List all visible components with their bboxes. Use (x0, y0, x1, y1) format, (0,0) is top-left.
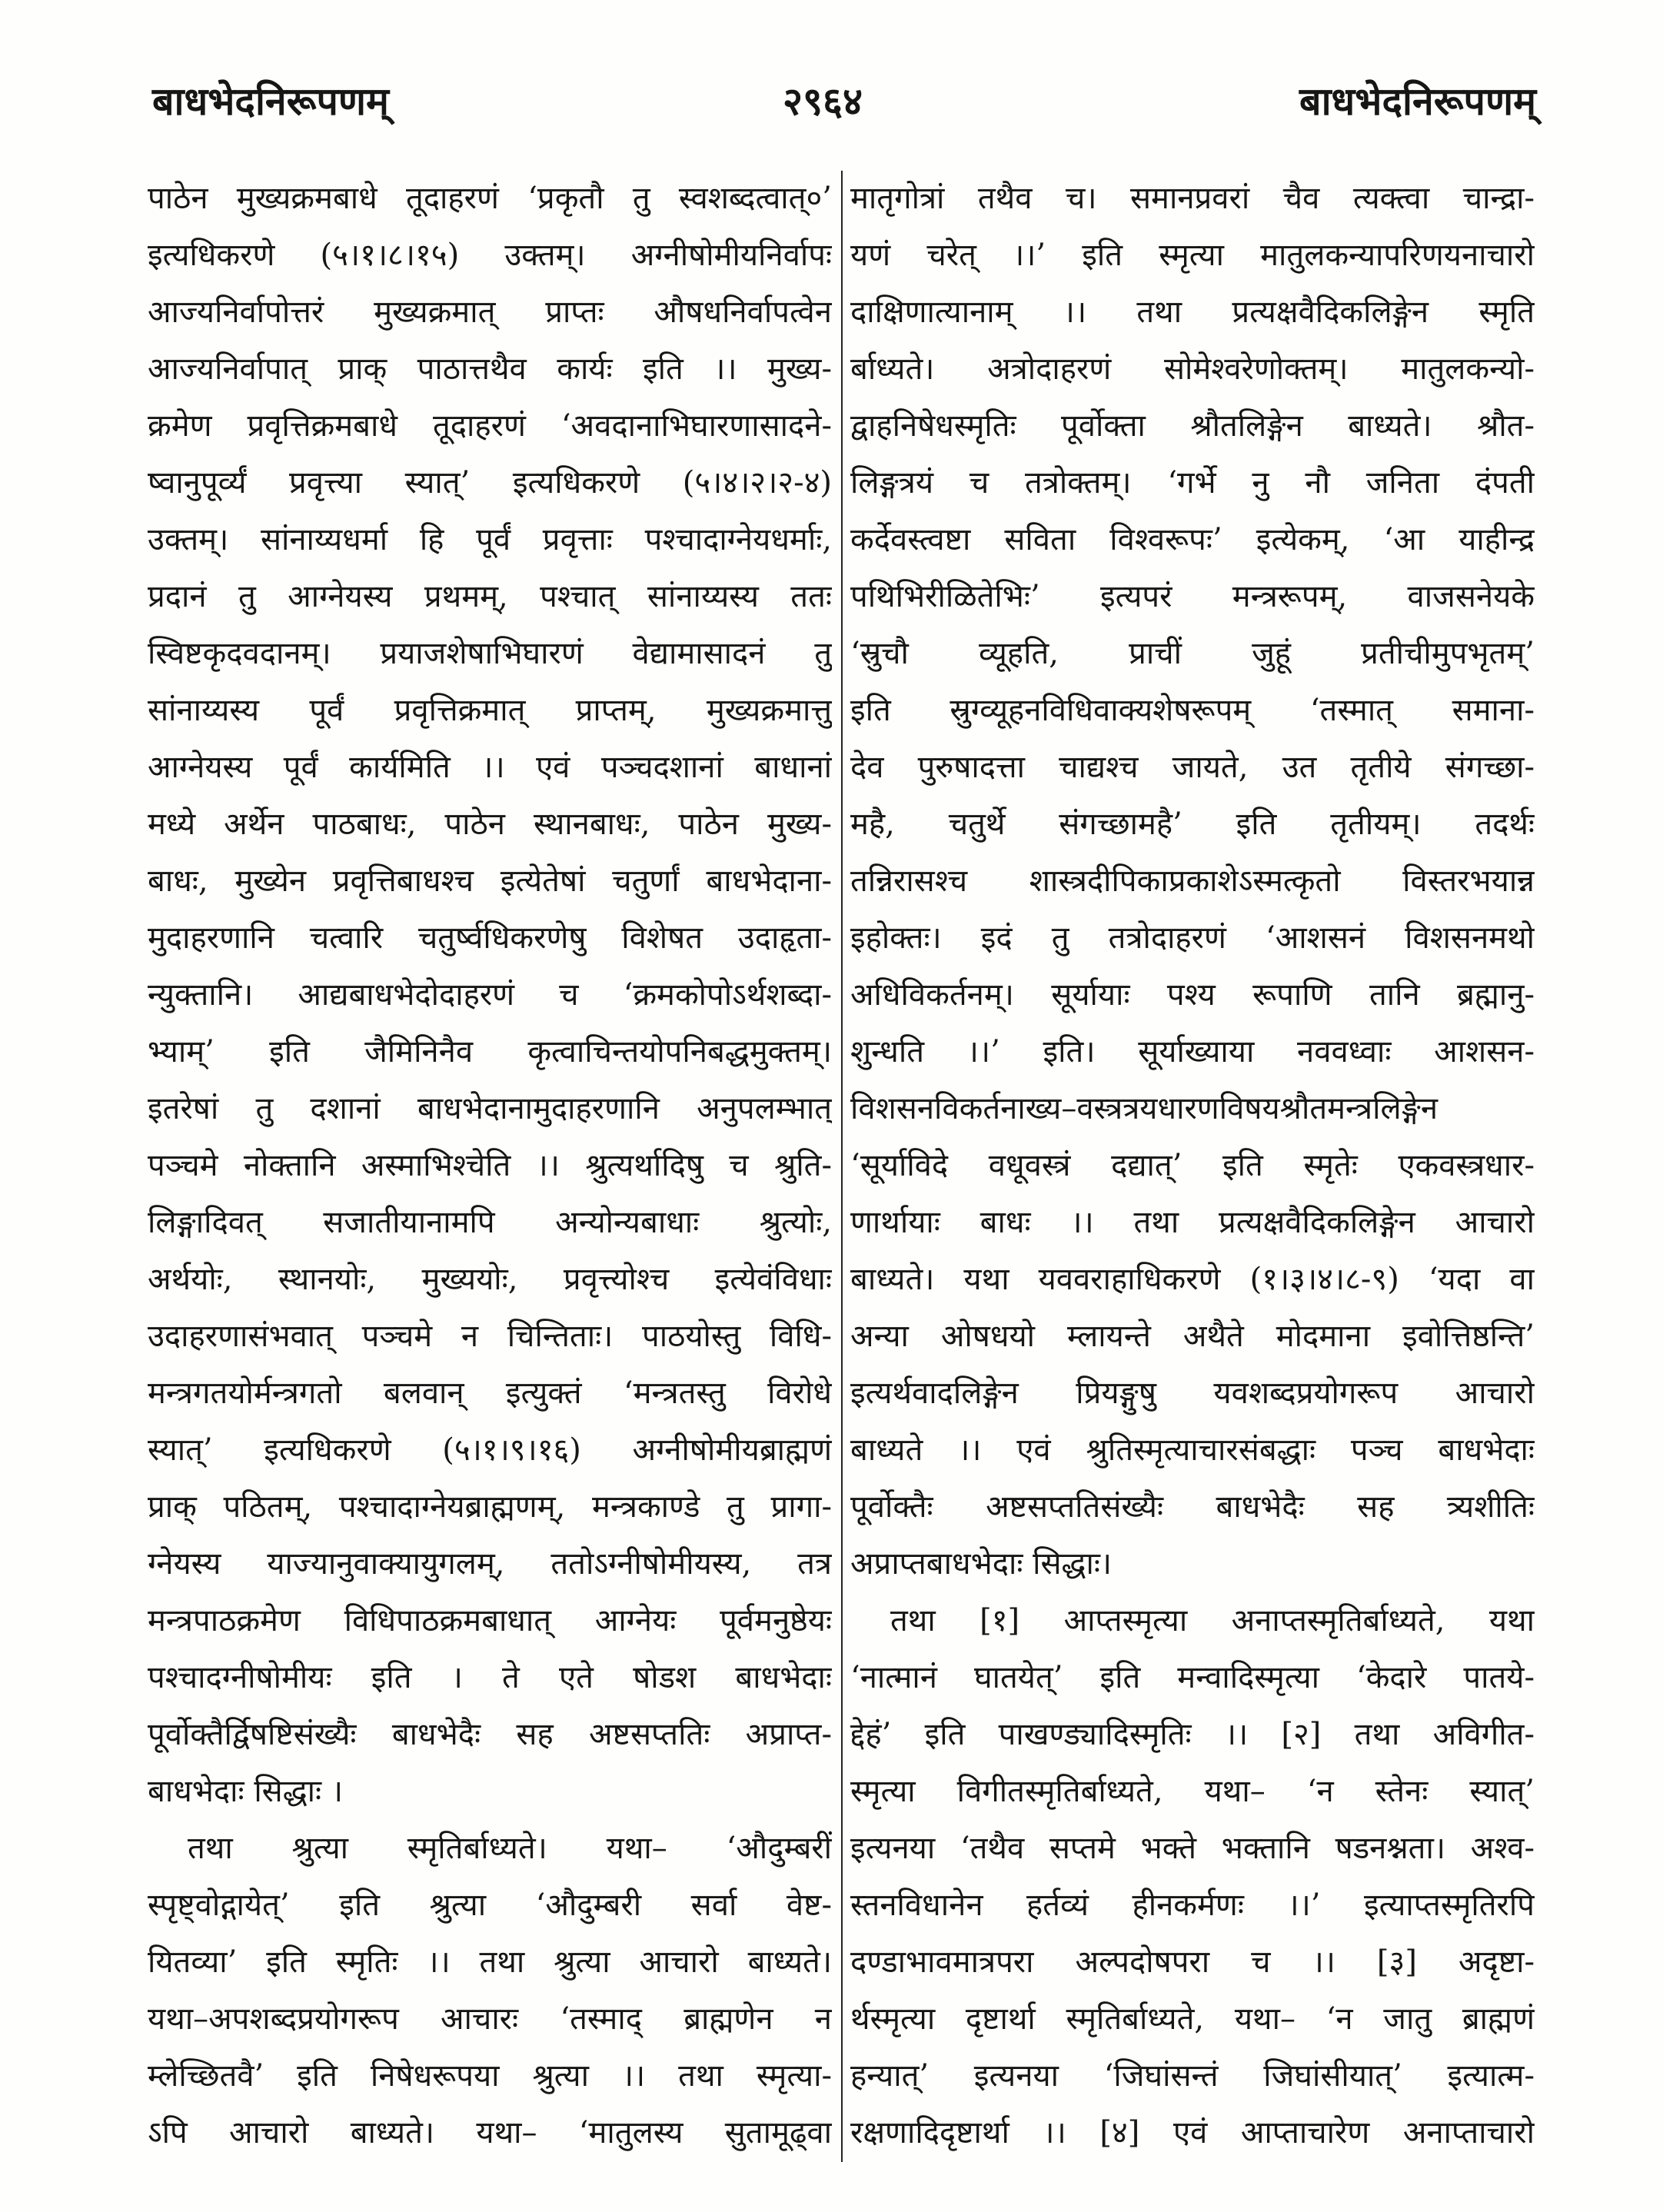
right-column-line: देव पुरुषादत्ता चाद्यश्च जायते, उत तृतीये संगच्छा- (850, 750, 1535, 785)
right-column-line: ‘सूर्याविदे वधूवस्त्रं दद्यात्’ इति स्मृतेः एकवस्त्रधार- (850, 1148, 1535, 1183)
right-column-line: अधिविकर्तनम्। सूर्यायाः पश्य रूपाणि तानि ब्रह्मानु- (850, 977, 1535, 1013)
right-column-line: लिङ्गत्रयं च तत्रोक्तम्। ‘गर्भे नु नौ जनिता दंपती (850, 465, 1535, 501)
left-column-line: लिङ्गादिवत् सजातीयानामपि अन्योन्यबाधाः श्रुत्योः, (148, 1205, 832, 1240)
left-column (148, 170, 832, 2161)
right-column-line: बाध्यते ।। एवं श्रुतिस्मृत्याचारसंबद्धाः पञ्च बाधभेदाः (850, 1432, 1535, 1468)
left-column-line: बाधः, मुख्येन प्रवृत्तिबाधश्च इत्येतेषां चतुर्णां बाधभेदाना- (148, 863, 832, 899)
running-head-right: बाधभेदनिरूपणम् (1299, 78, 1536, 124)
left-column-line: तथा श्रुत्या स्मृतिर्बाध्यते। यथा– ‘औदुम्बरीं (188, 1831, 832, 1866)
right-column-line: ‘स्रुचौ व्यूहति, प्राचीं जुहूं प्रतीचीमुपभृतम्’ (850, 636, 1535, 671)
right-column-line: र्थस्मृत्या दृष्टार्था स्मृतिर्बाध्यते, यथा– ‘न जातु ब्राह्मणं (850, 2001, 1535, 2037)
left-column-line: अर्थयोः, स्थानयोः, मुख्ययोः, प्रवृत्त्योश्च इत्येवंविधाः (148, 1262, 832, 1297)
running-head-left: बाधभेदनिरूपणम् (152, 78, 389, 124)
right-column-line: महै, चतुर्थे संगच्छामहै’ इति तृतीयम्। तदर्थः (850, 807, 1535, 842)
right-column-line: अन्या ओषधयो म्लायन्ते अथैते मोदमाना इवोत्तिष्ठन्ति’ (850, 1319, 1535, 1354)
right-column-line: शुन्धति ।।’ इति। सूर्याख्याया नववध्वाः आशसन- (850, 1034, 1535, 1069)
left-column-line: पाठेन मुख्यक्रमबाधे तूदाहरणं ‘प्रकृतौ तु स्वशब्दत्वात्०’ (148, 181, 832, 216)
right-column-line: हन्यात्’ इत्यनया ‘जिघांसन्तं जिघांसीयात्’ इत्यात्म- (850, 2058, 1535, 2094)
right-column-line: स्मृत्या विगीतस्मृतिर्बाध्यते, यथा– ‘न स्तेनः स्यात्’ (850, 1774, 1535, 1809)
left-column-line: आज्यनिर्वापात् प्राक् पाठात्तथैव कार्यः इति ।। मुख्य- (148, 351, 832, 387)
left-column-line: मुदाहरणानि चत्वारि चतुर्ष्वधिकरणेषु विशेषत उदाहृता- (148, 920, 832, 956)
left-column-line: बाधभेदाः सिद्धाः । (148, 1774, 343, 1809)
left-column-line: प्रदानं तु आग्नेयस्य प्रथमम्, पश्चात् सांनाय्यस्य ततः (148, 579, 832, 614)
column-divider (841, 171, 843, 2162)
left-column-line: उदाहरणासंभवात् पञ्चमे न चिन्तिताः। पाठयोस्तु विधि- (148, 1319, 832, 1354)
left-column-line: उक्तम्। सांनाय्यधर्मा हि पूर्वं प्रवृत्ताः पश्चादाग्नेयधर्माः, (148, 522, 832, 557)
left-column-line: यितव्या’ इति स्मृतिः ।। तथा श्रुत्या आचारो बाध्यते। (148, 1944, 832, 1980)
left-column-line: ष्वानुपूर्व्यं प्रवृत्त्या स्यात्’ इत्यधिकरणे (५।४।२।२-४) (148, 465, 832, 501)
right-column-line: पथिभिरीळितेभिः’ इत्यपरं मन्त्ररूपम्, वाजसनेयके (850, 579, 1535, 614)
right-column-line: र्बाध्यते। अत्रोदाहरणं सोमेश्वरेणोक्तम्। मातुलकन्यो- (850, 351, 1535, 387)
left-column-line: ग्नेयस्य याज्यानुवाक्यायुगलम्, ततोऽग्नीषोमीयस्य, तत्र (148, 1546, 832, 1582)
left-column-line: मध्ये अर्थेन पाठबाधः, पाठेन स्थानबाधः, पाठेन मुख्य- (148, 807, 832, 842)
left-column-line: आज्यनिर्वापोत्तरं मुख्यक्रमात् प्राप्तः औषधनिर्वापत्वेन (148, 294, 832, 330)
left-column-line: म्लेच्छितवै’ इति निषेधरूपया श्रुत्या ।। तथा स्मृत्या- (148, 2058, 832, 2094)
left-column-line: इतरेषां तु दशानां बाधभेदानामुदाहरणानि अनुपलम्भात् (148, 1091, 832, 1126)
left-column-line: मन्त्रपाठक्रमेण विधिपाठक्रमबाधात् आग्नेयः पूर्वमनुष्ठेयः (148, 1603, 832, 1638)
left-column-line: पञ्चमे नोक्तानि अस्माभिश्चेति ।। श्रुत्यर्थादिषु च श्रुति- (148, 1148, 832, 1183)
right-column-line: पूर्वोक्तैः अष्टसप्ततिसंख्यैः बाधभेदैः सह त्र्यशीतिः (850, 1489, 1535, 1525)
left-column-line: सांनाय्यस्य पूर्वं प्रवृत्तिक्रमात् प्राप्तम्, मुख्यक्रमात्तु (148, 693, 832, 728)
left-column-line: स्विष्टकृदवदानम्। प्रयाजशेषाभिघारणं वेद्यामासादनं तु (148, 636, 832, 671)
left-column-line: ऽपि आचारो बाध्यते। यथा– ‘मातुलस्य सुतामूढ्वा (148, 2115, 832, 2150)
right-column-line: मातृगोत्रां तथैव च। समानप्रवरां चैव त्यक्त्वा चान्द्रा- (850, 181, 1535, 216)
right-column-line: तन्निरासश्च शास्त्रदीपिकाप्रकाशेऽस्मत्कृतो विस्तरभयान्न (850, 863, 1535, 899)
right-column-line: स्तनविधानेन हर्तव्यं हीनकर्मणः ।।’ इत्याप्तस्मृतिरपि (850, 1888, 1535, 1923)
right-column-line: णार्थायाः बाधः ।। तथा प्रत्यक्षवैदिकलिङ्गेन आचारो (850, 1205, 1535, 1240)
left-column-line: न्युक्तानि। आद्यबाधभेदोदाहरणं च ‘क्रमकोपोऽर्थशब्दा- (148, 977, 832, 1013)
right-column-line: यणं चरेत् ।।’ इति स्मृत्या मातुलकन्यापरिणयनाचारो (850, 238, 1535, 273)
right-column-line: रक्षणादिदृष्टार्था ।। [४] एवं आप्ताचारेण अनाप्ताचारो (850, 2115, 1535, 2150)
right-column-line: अप्राप्तबाधभेदाः सिद्धाः। (850, 1546, 1113, 1582)
right-column (850, 170, 1535, 2161)
right-column-line: बाध्यते। यथा यववराहाधिकरणे (१।३।४।८-९) ‘यदा वा (850, 1262, 1535, 1297)
page-number: २९६४ (783, 78, 863, 124)
left-column-line: पूर्वोक्तैर्द्विषष्टिसंख्यैः बाधभेदैः सह अष्टसप्ततिः अप्राप्त- (148, 1717, 832, 1752)
right-column-line: कर्देवस्त्वष्टा सविता विश्वरूपः’ इत्येकम्, ‘आ याहीन्द्र (850, 522, 1535, 557)
left-column-line: पश्चादग्नीषोमीयः इति । ते एते षोडश बाधभेदाः (148, 1660, 832, 1695)
right-column-line: द्देहं’ इति पाखण्ड्यादिस्मृतिः ।। [२] तथा अविगीत- (850, 1717, 1535, 1752)
left-column-line: आग्नेयस्य पूर्वं कार्यमिति ।। एवं पञ्चदशानां बाधानां (148, 750, 832, 785)
left-column-line: स्पृष्ट्वोद्गायेत्’ इति श्रुत्या ‘औदुम्बरी सर्वा वेष्ट- (148, 1888, 832, 1923)
left-column-line: मन्त्रगतयोर्मन्त्रगतो बलवान् इत्युक्तं ‘मन्त्रतस्तु विरोधे (148, 1375, 832, 1411)
right-column-line: इत्यर्थवादलिङ्गेन प्रियङ्गुषु यवशब्दप्रयोगरूप आचारो (850, 1375, 1535, 1411)
right-column-line: इहोक्तः। इदं तु तत्रोदाहरणं ‘आशसनं विशसनमथो (850, 920, 1535, 956)
left-column-line: यथा–अपशब्दप्रयोगरूप आचारः ‘तस्माद् ब्राह्मणेन न (148, 2001, 832, 2037)
right-column-line: दाक्षिणात्यानाम् ।। तथा प्रत्यक्षवैदिकलिङ्गेन स्मृति (850, 294, 1535, 330)
right-column-line: ‘नात्मानं घातयेत्’ इति मन्वादिस्मृत्या ‘केदारे पातये- (850, 1660, 1535, 1695)
left-column-line: इत्यधिकरणे (५।१।८।१५) उक्तम्। अग्नीषोमीयनिर्वापः (148, 238, 832, 273)
right-column-line: इति स्रुग्व्यूहनविधिवाक्यशेषरूपम् ‘तस्मात् समाना- (850, 693, 1535, 728)
left-column-line: भ्याम्’ इति जैमिनिनैव कृत्वाचिन्तयोपनिबद्धमुक्तम्। (148, 1034, 832, 1069)
left-column-line: प्राक् पठितम्, पश्चादाग्नेयब्राह्मणम्, मन्त्रकाण्डे तु प्रागा- (148, 1489, 832, 1525)
right-column-line: विशसनविकर्तनाख्य–वस्त्रत्रयधारणविषयश्रौतमन्त्रलिङ्गेन (850, 1091, 1438, 1126)
right-column-line: इत्यनया ‘तथैव सप्तमे भक्ते भक्तानि षडनश्नता। अश्व- (850, 1831, 1535, 1866)
left-column-line: क्रमेण प्रवृत्तिक्रमबाधे तूदाहरणं ‘अवदानाभिघारणासादने- (148, 408, 832, 444)
right-column-line: द्वाहनिषेधस्मृतिः पूर्वोक्ता श्रौतलिङ्गेन बाध्यते। श्रौत- (850, 408, 1535, 444)
left-column-line: स्यात्’ इत्यधिकरणे (५।१।९।१६) अग्नीषोमीयब्राह्मणं (148, 1432, 832, 1468)
right-column-line: तथा [१] आप्तस्मृत्या अनाप्तस्मृतिर्बाध्यते, यथा (890, 1603, 1535, 1638)
right-column-line: दण्डाभावमात्रपरा अल्पदोषपरा च ।। [३] अदृष्टा- (850, 1944, 1535, 1980)
